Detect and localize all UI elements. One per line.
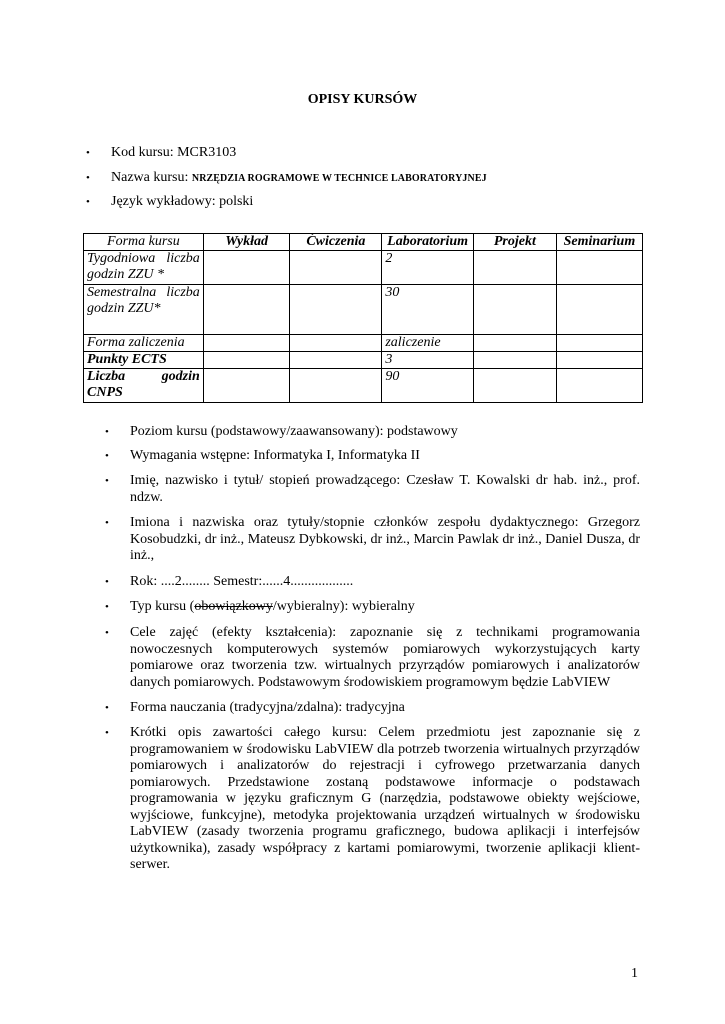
cell-empty [290,251,382,285]
detail-teaching-form: • Forma nauczania (tradycyjna/zdalna): tradycyjna [105,700,405,715]
row-label: Punkty ECTS [84,352,204,369]
cell-empty [556,285,642,335]
cell-empty [203,352,290,369]
course-name-label: Nazwa kursu: [111,170,192,185]
cell-empty [290,335,382,352]
row-lab-value: 90 [382,369,474,403]
header-lecture: Wykład [203,234,290,251]
cell-empty [473,251,556,285]
row-label: Semestralna liczba godzin ZZU* [84,285,204,335]
detail-summary-text: Krótki opis zawartości całego kursu: Celem przedmiotu jest zapoznanie się z programowaniem w środowisku LabVIEW dla potrzeb tworzenia wirtualnych przyrządów pomiarowych i analizatorów do rejestracji i cyfrowego przetwarzania danych pomiarowych. Przedstawione zostaną podstawowe informacje o podstawach programowania w języku graficznym G (narzędzia, podstawowe obiekty wejściowe, wyjściowe, funkcyjne), metodyka projektowania urządzeń wirtualnych w środowisku LabVIEW (zasady tworzenia programu graficznego, budowa aplikacji i interfejsów użytkownika), zasady współpracy z kartami pomiarowymi, tworzenie aplikacji klient-serwer. [130,725,640,872]
page-number: 1 [631,966,638,981]
detail-lecturer-text: Imię, nazwisko i tytuł/ stopień prowadzącego: Czesław T. Kowalski dr hab. inż., prof. ndzw. [130,473,640,505]
detail-year: • Rok: ....2........ Semestr:......4.................. [105,574,354,589]
cell-empty [473,352,556,369]
detail-goals: • Cele zajęć (efekty kształcenia): zapoznanie się z technikami programowania nowoczesnych komputerowych systemów pomiarowych wykorzystujących karty pomiarowe oraz tworzenia tzw. wirtualnych przyrządów pomiarowych i analizatorów danych pomiarowych. Podstawowym środowiskiem programowym będzie LabVIEW [105,625,640,690]
cell-empty [290,369,382,403]
row-lab-value: 2 [382,251,474,285]
page-title: OPISY KURSÓW [307,92,418,107]
cell-empty [556,369,642,403]
detail-type-prefix: Typ kursu ( [130,599,195,614]
cell-empty [203,251,290,285]
detail-level: • Poziom kursu (podstawowy/zaawansowany): podstawowy [105,424,458,439]
row-lab-value: 30 [382,285,474,335]
detail-prereq-text: Wymagania wstępne: Informatyka I, Informatyka II [130,448,420,463]
cell-empty [473,369,556,403]
detail-prereq: • Wymagania wstępne: Informatyka I, Informatyka II [105,448,420,463]
detail-goals-text: Cele zajęć (efekty kształcenia): zapoznanie się z technikami programowania nowoczesnych komputerowych systemów pomiarowych wykorzystujących karty pomiarowe oraz tworzenia tzw. wirtualnych przyrządów pomiarowych i analizatorów danych pomiarowych. Podstawowym środowiskiem programowym będzie LabVIEW [130,625,640,690]
cell-empty [473,285,556,335]
detail-lecturer: • Imię, nazwisko i tytuł/ stopień prowadzącego: Czesław T. Kowalski dr hab. inż., prof. ndzw. [105,473,640,505]
row-label: Forma zaliczenia [84,335,204,352]
table-row [84,369,643,403]
table-row [84,251,643,285]
detail-teaching-form-text: Forma nauczania (tradycyjna/zdalna): tradycyjna [130,700,405,715]
cell-empty [203,369,290,403]
cell-empty [203,285,290,335]
detail-year-text: Rok: ....2........ Semestr:......4.................. [130,574,354,589]
cell-empty [556,352,642,369]
table-row [84,352,643,369]
course-name-value: NRZĘDZIA ROGRAMOWE W TECHNICE LABORATORYJNEJ [191,173,487,184]
detail-team: • Imiona i nazwiska oraz tytuły/stopnie członków zespołu dydaktycznego: Grzegorz Kosobudzki, dr inż., Mateusz Dybkowski, dr inż., Marcin Pawlak dr inż., Daniel Dusza, dr inż., [105,515,640,563]
detail-level-text: Poziom kursu (podstawowy/zaawansowany): podstawowy [130,424,458,439]
row-label: Tygodniowa liczba godzin ZZU * [84,251,204,285]
table-header-row [84,234,643,251]
cell-empty [290,285,382,335]
table-row [84,285,643,335]
header-seminar: Seminarium [556,234,642,251]
header-laboratory: Laboratorium [382,234,474,251]
detail-type: • Typ kursu (obowiązkowy/wybieralny): wybieralny [105,599,415,614]
cell-empty [473,335,556,352]
cell-empty [203,335,290,352]
detail-team-text: Imiona i nazwiska oraz tytuły/stopnie członków zespołu dydaktycznego: Grzegorz Kosobudzki, dr inż., Mateusz Dybkowski, dr inż., Marcin Pawlak dr inż., Daniel Dusza, dr inż., [130,515,640,563]
header-form: Forma kursu [84,234,204,251]
table-row [84,335,643,352]
course-hours-table [83,233,643,403]
row-lab-value: 3 [382,352,474,369]
row-lab-value: zaliczenie [382,335,474,352]
cell-empty [556,251,642,285]
course-language: • Język wykładowy: polski [111,194,253,210]
header-project: Projekt [473,234,556,251]
header-exercises: Ćwiczenia [290,234,382,251]
detail-type-suffix: /wybieralny): wybieralny [272,599,415,614]
row-label: Liczba godzin CNPS [84,369,204,403]
course-code: • Kod kursu: MCR3103 [111,145,236,161]
course-name [111,170,487,187]
cell-empty [290,352,382,369]
detail-type-struck: obowiązkowy [194,599,273,614]
cell-empty [556,335,642,352]
detail-summary: • Krótki opis zawartości całego kursu: Celem przedmiotu jest zapoznanie się z programowaniem w środowisku LabVIEW dla potrzeb tworzenia wirtualnych przyrządów pomiarowych i analizatorów do rejestracji i cyfrowego przetwarzania danych pomiarowych. Przedstawione zostaną podstawowe informacje o podstawach programowania w języku graficznym G (narzędzia, podstawowe obiekty wejściowe, wyjściowe, funkcyjne), metodyka projektowania urządzeń wirtualnych w środowisku LabVIEW (zasady tworzenia programu graficznego, budowa aplikacji i interfejsów użytkownika), zasady współpracy z kartami pomiarowymi, tworzenie aplikacji klient-serwer. [105,725,640,872]
